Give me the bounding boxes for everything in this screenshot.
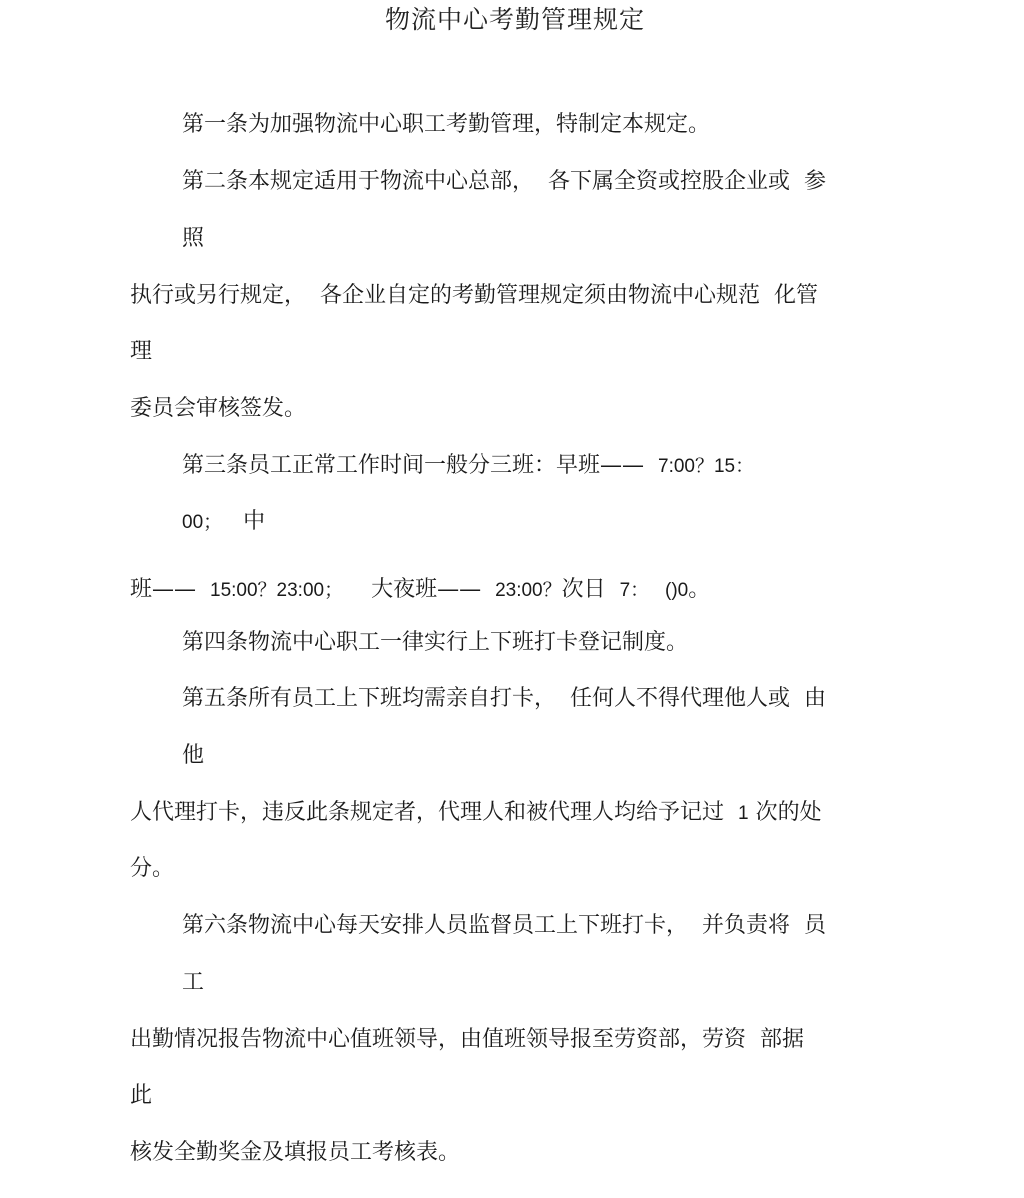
article-4-line: 第四条物流中心职工一律实行上下班打卡登记制度。 bbox=[182, 630, 689, 655]
article-3-period: 。 bbox=[688, 577, 711, 602]
article-3-line-2-text: 中 bbox=[222, 509, 266, 534]
article-2-line-3: 执行或另行规定， 各企业自定的考勤管理规定须由物流中心规范 化管 bbox=[130, 283, 818, 308]
article-6-line-2: 工 bbox=[182, 970, 205, 995]
article-3-line-1-text: 第三条员工正常工作时间一般分三班：早班—— bbox=[182, 453, 658, 478]
article-5-line-2: 他 bbox=[182, 743, 205, 768]
article-3-shift-night-end: 7： ()0 bbox=[619, 580, 689, 601]
article-3-line-1-time: 7:00？15： bbox=[658, 456, 755, 477]
article-2-line-5: 委员会审核签发。 bbox=[130, 396, 307, 421]
article-3-shift-night-label: 大夜班—— bbox=[343, 577, 496, 602]
article-5-line-4: 分。 bbox=[130, 856, 175, 881]
article-3-shift-mid-time: 15:00？23:00； bbox=[210, 580, 344, 601]
article-3-next-day: 次日 bbox=[561, 577, 620, 602]
article-2-line-1: 第二条本规定适用于物流中心总部， 各下属全资或控股企业或 参 bbox=[182, 169, 826, 194]
article-5-line-1: 第五条所有员工上下班均需亲自打卡， 任何人不得代理他人或 由 bbox=[182, 686, 826, 711]
article-5-line-3-tail: 次的处 bbox=[748, 800, 822, 825]
article-3-shift-mid-label: 班—— bbox=[130, 577, 210, 602]
article-1-line: 第一条为加强物流中心职工考勤管理，特制定本规定。 bbox=[182, 112, 711, 137]
article-3-line-2 bbox=[182, 506, 265, 539]
article-3-line-2-time: 00； bbox=[182, 512, 223, 533]
article-2-line-4: 理 bbox=[130, 339, 153, 364]
document-title: 物流中心考勤管理规定 bbox=[384, 5, 645, 34]
article-6-line-1: 第六条物流中心每天安排人员监督员工上下班打卡， 并负责将 员 bbox=[182, 913, 826, 938]
article-5-line-3-text: 人代理打卡，违反此条规定者，代理人和被代理人均给予记过 bbox=[130, 800, 738, 825]
article-5-count: 1 bbox=[738, 803, 749, 824]
article-3-line-3 bbox=[130, 574, 710, 607]
article-3-shift-night-start: 23:00？ bbox=[495, 580, 562, 601]
article-6-line-3: 出勤情况报告物流中心值班领导，由值班领导报至劳资部，劳资 部据 bbox=[130, 1027, 804, 1052]
article-2-line-2: 照 bbox=[182, 226, 205, 251]
article-6-line-4: 此 bbox=[130, 1083, 153, 1108]
article-3-line-1 bbox=[182, 450, 754, 483]
article-6-line-5: 核发全勤奖金及填报员工考核表。 bbox=[130, 1140, 461, 1165]
article-5-line-3 bbox=[130, 797, 822, 830]
